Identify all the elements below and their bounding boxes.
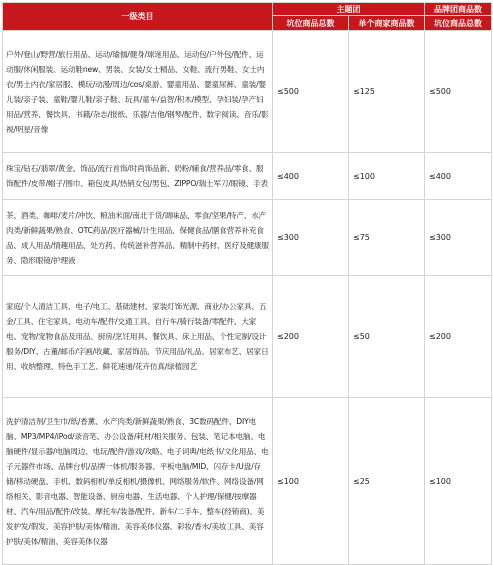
header-brand-group: 品牌团商品数 bbox=[425, 3, 492, 16]
header-brand-pit-total: 坑位商品总数 bbox=[425, 16, 492, 31]
table-row bbox=[3, 200, 492, 276]
header-single-merchant: 单个商家商品数 bbox=[349, 16, 425, 31]
pit-total-cell: ≤300 bbox=[273, 200, 349, 276]
table-row bbox=[3, 153, 492, 200]
pit-total-cell: ≤100 bbox=[273, 398, 349, 565]
table-row bbox=[3, 276, 492, 398]
category-cell: 洗护清洁剂/卫生巾/纸/香薰、水产肉类/新鲜蔬果/熟食、3C数码配件、DIY电脑、MP3/MP4/iPod/录音笔、办公设备/耗材/相关服务、包装、笔记本电脑、电脑硬件/显示器/电脑周边、电玩/配件/游戏/攻略、电子词典/电纸书/文化用品、电子元器件市场、品牌台机/品牌一体机/服务器、平板电脑/MID、闪存卡/U盘/存储/移动硬盘、手机、数码相机/单反相机/摄像机、网络服务/软件、网络设备/网络相关、影音电器、智能设备、厨房电器、生活电器、个人护理/保健/按摩器材、汽车/用品/配件/改装、摩托车/装备/配件、新车/二手车、整车(经销商)、美发护发/假发、美容护肤/美体/精油、美容美体仪器、彩妆/香水/美妆工具、美容护肤/美体/精油、美容美体仪器 bbox=[3, 398, 273, 565]
table-row bbox=[3, 398, 492, 565]
header-category: 一级类目 bbox=[3, 3, 273, 31]
header-pit-total: 坑位商品总数 bbox=[273, 16, 349, 31]
single-merchant-cell: ≤75 bbox=[349, 200, 425, 276]
single-merchant-cell: ≤25 bbox=[349, 398, 425, 565]
pit-total-cell: ≤200 bbox=[273, 276, 349, 398]
category-cell: 家庭/个人清洁工具、电子/电工、基础建材、家装灯饰光源、商业/办公家具、五金/工具、住宅家具、电动车/配件/交通工具、自行车/骑行装备/零配件、大家电、宠物/宠物食品及用品、厨房/烹饪用具、餐饮具、床上用品、个性定制/设计服务/DIY、古董/邮币/字画/收藏、家居饰品、节庆用品/礼品、居家布艺、居家日用、收纳整理、特色手工艺、鲜花速递/花卉仿真/绿植园艺 bbox=[3, 276, 273, 398]
merchandise-quota-table bbox=[2, 2, 492, 565]
brand-total-cell: ≤200 bbox=[425, 276, 492, 398]
category-cell: 户外/登山/野营/旅行用品、运动/瑜伽/健身/球迷用品、运动包/户外包/配件、运动服/休闲服装、运动鞋new、男装、女装/女士精品、女鞋、流行男鞋、女士内衣/男士内衣/家居服、模玩/动漫/周边/cos/桌游、婴童用品、婴童尿裤、童装/婴儿装/亲子装、童鞋/婴儿鞋/亲子鞋、玩具/童车/益智/积木/模型、孕妇装/孕产妇用品/营养、餐饮具、书籍/杂志/报纸、乐器/吉他/钢琴/配件、数字阅读、音乐/影视/明星/音像 bbox=[3, 31, 273, 153]
single-merchant-cell: ≤50 bbox=[349, 276, 425, 398]
single-merchant-cell: ≤100 bbox=[349, 153, 425, 200]
brand-total-cell: ≤400 bbox=[425, 153, 492, 200]
brand-total-cell: ≤500 bbox=[425, 31, 492, 153]
single-merchant-cell: ≤125 bbox=[349, 31, 425, 153]
pit-total-cell: ≤400 bbox=[273, 153, 349, 200]
header-theme-group: 主题团 bbox=[273, 3, 425, 16]
brand-total-cell: ≤300 bbox=[425, 200, 492, 276]
header-row-main bbox=[3, 3, 492, 16]
category-cell: 珠宝/钻石/翡翠/黄金、饰品/流行首饰/时尚饰品新、奶粉/辅食/营养品/零食、服饰配件/皮带/帽子/围巾、箱包皮具/热销女包/男包、ZIPPO/瑞士军刀/眼镜、手表 bbox=[3, 153, 273, 200]
category-cell: 茶、酒类、咖啡/麦片/冲饮、粮油米面/南北干货/调味品、零食/坚果/特产、水产肉类/新鲜蔬果/熟食、OTC药品/医疗器械/计生用品、保健食品/膳食营养补充食品、成人用品/情趣用品、处方药、传统滋补营养品、精制中药材、医疗及健康服务、隐形眼镜/护理液 bbox=[3, 200, 273, 276]
brand-total-cell: ≤100 bbox=[425, 398, 492, 565]
table-row bbox=[3, 31, 492, 153]
pit-total-cell: ≤500 bbox=[273, 31, 349, 153]
